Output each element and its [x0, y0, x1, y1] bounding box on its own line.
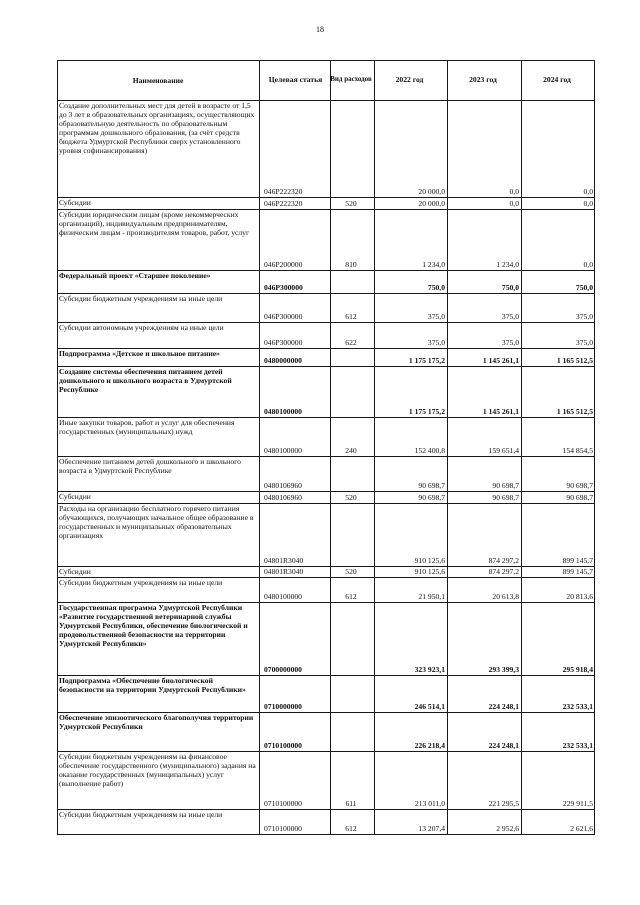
- table-header: [57, 60, 595, 100]
- row-vid: [330, 456, 374, 491]
- row-2022: 21 950,1: [418, 592, 445, 601]
- table-row: [57, 712, 595, 751]
- table-row: [57, 602, 595, 675]
- row-code: 046P222320: [264, 199, 303, 208]
- row-name: Федеральный проект «Старшее поколение»: [59, 271, 211, 280]
- table-row: [57, 270, 595, 293]
- row-2023: 375,0: [501, 338, 519, 347]
- row-code: 046P300000: [264, 338, 303, 347]
- row-vid: [330, 675, 374, 712]
- row-vid: 612: [345, 824, 357, 833]
- row-vid: 810: [345, 260, 357, 269]
- row-2023: 750,0: [501, 283, 519, 292]
- table-row: [57, 809, 595, 834]
- row-name: Субсидии бюджетным учреждениям на иные цели: [59, 294, 223, 303]
- row-2024: 90 698,7: [566, 481, 593, 490]
- table-row: [57, 348, 595, 366]
- row-2023: 874 297,2: [488, 567, 519, 576]
- row-2022: 1 175 175,2: [408, 356, 445, 365]
- row-2023: 375,0: [501, 312, 519, 321]
- row-2023: 159 651,4: [488, 446, 519, 455]
- row-2022: 910 125,6: [414, 556, 445, 565]
- table-row: [57, 577, 595, 602]
- row-name: Создание системы обеспечения питанием детей дошкольного и школьного возраста в Удмуртской Республике: [59, 367, 232, 394]
- row-code: 0480106960: [264, 481, 302, 490]
- header-2022: 2022 год: [395, 75, 424, 84]
- row-2024: 20 813,6: [566, 592, 593, 601]
- row-2022: 246 514,1: [414, 702, 445, 711]
- header-2024: 2024 год: [543, 75, 571, 84]
- row-2024: 0,0: [583, 187, 593, 196]
- table-row: [57, 417, 595, 456]
- row-vid: [330, 348, 374, 366]
- table-row: [57, 751, 595, 809]
- row-2023: 224 248,1: [488, 741, 519, 750]
- row-2023: 2 952,6: [496, 824, 519, 833]
- table-row: [57, 675, 595, 712]
- row-code: 0480100000: [264, 446, 302, 455]
- row-2024: 0,0: [583, 199, 593, 208]
- table-row: [57, 293, 595, 322]
- row-2023: 874 297,2: [488, 556, 519, 565]
- row-2022: 1 175 175,2: [408, 407, 445, 416]
- row-name: Субсидии автономным учреждениям на иные цели: [59, 323, 224, 332]
- row-code: 0700000000: [264, 665, 302, 674]
- row-2023: 293 399,3: [488, 665, 519, 674]
- row-2023: 20 613,8: [492, 592, 519, 601]
- row-vid: 611: [345, 799, 357, 808]
- row-2022: 90 698,7: [418, 493, 445, 502]
- row-2022: 375,0: [427, 338, 445, 347]
- row-name: Субсидии бюджетным учреждениям на иные цели: [59, 578, 223, 587]
- row-name: Субсидии: [59, 198, 91, 207]
- row-2023: 90 698,7: [492, 481, 519, 490]
- table-row: [57, 491, 595, 503]
- row-vid: 240: [345, 446, 357, 455]
- row-name: Иные закупки товаров, работ и услуг для обеспечения государственных (муниципальных) нужд: [59, 418, 235, 436]
- table-row: [57, 456, 595, 491]
- row-2022: 213 011,0: [414, 799, 445, 808]
- row-code: 0710100000: [264, 824, 302, 833]
- row-2024: 1 165 512,5: [556, 356, 593, 365]
- row-vid: [330, 100, 374, 197]
- row-name: Государственная программа Удмуртской Республики «Развитие государственной ветеринарной службы Удмуртской Республики, обеспечение биологической и продовольственной безопасности на территории Удмуртской Республики»: [59, 603, 248, 648]
- row-name: Субсидии: [59, 567, 91, 576]
- row-2024: 229 911,5: [562, 799, 593, 808]
- row-2024: 154 854,5: [562, 446, 593, 455]
- row-2024: 375,0: [575, 312, 593, 321]
- row-code: 046P300000: [264, 283, 303, 292]
- row-vid: [330, 712, 374, 751]
- row-code: 046P222320: [264, 187, 303, 196]
- row-name: Субсидии: [59, 492, 91, 501]
- row-code: 04801R3040: [264, 567, 304, 576]
- table-row: [57, 366, 595, 417]
- row-name: Расходы на организацию бесплатного горячего питания обучающихся, получающих начальное общее образование в государственных и муниципальных образовательных организациях: [59, 504, 254, 540]
- row-2024: 899 145,7: [562, 556, 593, 565]
- row-name: Обеспечение эпизоотического благополучия территории Удмуртской Республики: [59, 713, 254, 731]
- row-code: 0480100000: [264, 592, 302, 601]
- row-2022: 1 234,0: [422, 260, 445, 269]
- row-name: Обеспечение питанием детей дошкольного и школьного возраста в Удмуртской Республике: [59, 457, 241, 475]
- header-code: Целевая статья: [268, 75, 323, 84]
- row-code: 0480100000: [264, 407, 302, 416]
- row-2024: 295 918,4: [562, 665, 593, 674]
- row-code: 0480000000: [264, 356, 302, 365]
- row-name: Создание дополнительных мест для детей в возрасте от 1,5 до 3 лет в образовательных организациях, осуществляющих образовательную деятельность по образовательным программам дошкольного образования, (за счёт средств бюджета Удмуртской Республики сверх установленного уровня софинансирования): [59, 101, 255, 155]
- row-vid: 612: [345, 592, 357, 601]
- row-name: Подпрограмма «Обеспечение биологической безопасности на территории Удмуртской Республики»: [59, 676, 246, 694]
- row-2024: 232 533,1: [562, 702, 593, 711]
- row-name: Субсидии бюджетным учреждениям на иные цели: [59, 810, 223, 819]
- row-2023: 1 145 261,1: [482, 356, 519, 365]
- row-2024: 375,0: [575, 338, 593, 347]
- row-2024: 90 698,7: [566, 493, 593, 502]
- row-2022: 226 218,4: [414, 741, 445, 750]
- row-name: Субсидии юридическим лицам (кроме некоммерческих организаций), индивидуальным предпринимателям, физическим лицам - производителям товаров, работ, услуг: [59, 210, 250, 237]
- row-vid: 520: [345, 567, 357, 576]
- header-2023: 2023 год: [469, 75, 497, 84]
- row-name: Подпрограмма «Детское и школьное питание»: [59, 349, 220, 358]
- row-2024: 232 533,1: [562, 741, 593, 750]
- row-vid: [330, 602, 374, 675]
- row-2023: 90 698,7: [492, 493, 519, 502]
- row-code: 0710100000: [264, 799, 302, 808]
- row-2024: 899 145,7: [562, 567, 593, 576]
- row-2023: 1 234,0: [496, 260, 519, 269]
- header-name: Наименование: [132, 75, 184, 85]
- row-vid: 520: [345, 493, 357, 502]
- row-vid: [330, 503, 374, 566]
- row-2024: 0,0: [583, 260, 593, 269]
- row-vid: [330, 366, 374, 417]
- table-row: [57, 209, 595, 270]
- row-2023: 0,0: [509, 199, 519, 208]
- table-row: [57, 100, 595, 197]
- row-2022: 20 000,0: [418, 187, 445, 196]
- row-code: 046P300000: [264, 312, 303, 321]
- row-vid: 520: [345, 199, 357, 208]
- header-vid: Вид расходов: [330, 75, 372, 84]
- row-2024: 2 621,6: [570, 824, 593, 833]
- row-2023: 1 145 261,1: [482, 407, 519, 416]
- row-2022: 13 207,4: [418, 824, 445, 833]
- row-2022: 152 400,8: [414, 446, 445, 455]
- row-vid: 612: [345, 312, 357, 321]
- row-2022: 375,0: [427, 312, 445, 321]
- row-code: 0480106960: [264, 493, 302, 502]
- page-number: 18: [316, 25, 324, 34]
- row-2022: 20 000,0: [418, 199, 445, 208]
- row-2022: 323 923,1: [414, 665, 445, 674]
- table-row: [57, 566, 595, 577]
- row-2023: 0,0: [509, 187, 519, 196]
- row-2024: 1 165 512,5: [556, 407, 593, 416]
- row-2022: 910 125,6: [414, 567, 445, 576]
- row-2024: 750,0: [575, 283, 593, 292]
- row-2023: 224 248,1: [488, 702, 519, 711]
- row-2022: 90 698,7: [418, 481, 445, 490]
- table-row: [57, 197, 595, 209]
- row-code: 04801R3040: [264, 556, 304, 565]
- row-code: 046P200000: [264, 260, 303, 269]
- row-vid: 622: [345, 338, 357, 347]
- row-code: 0710000000: [264, 702, 302, 711]
- budget-table: [57, 60, 595, 834]
- table-row: [57, 322, 595, 348]
- row-name: Субсидии бюджетным учреждениям на финансовое обеспечение государственного (муниципального) задания на оказание государственных (муниципальных) услуг (выполнение работ): [59, 752, 256, 788]
- table-row: [57, 503, 595, 566]
- row-2023: 221 295,5: [488, 799, 519, 808]
- row-code: 0710100000: [264, 741, 302, 750]
- row-2022: 750,0: [427, 283, 445, 292]
- row-vid: [330, 270, 374, 293]
